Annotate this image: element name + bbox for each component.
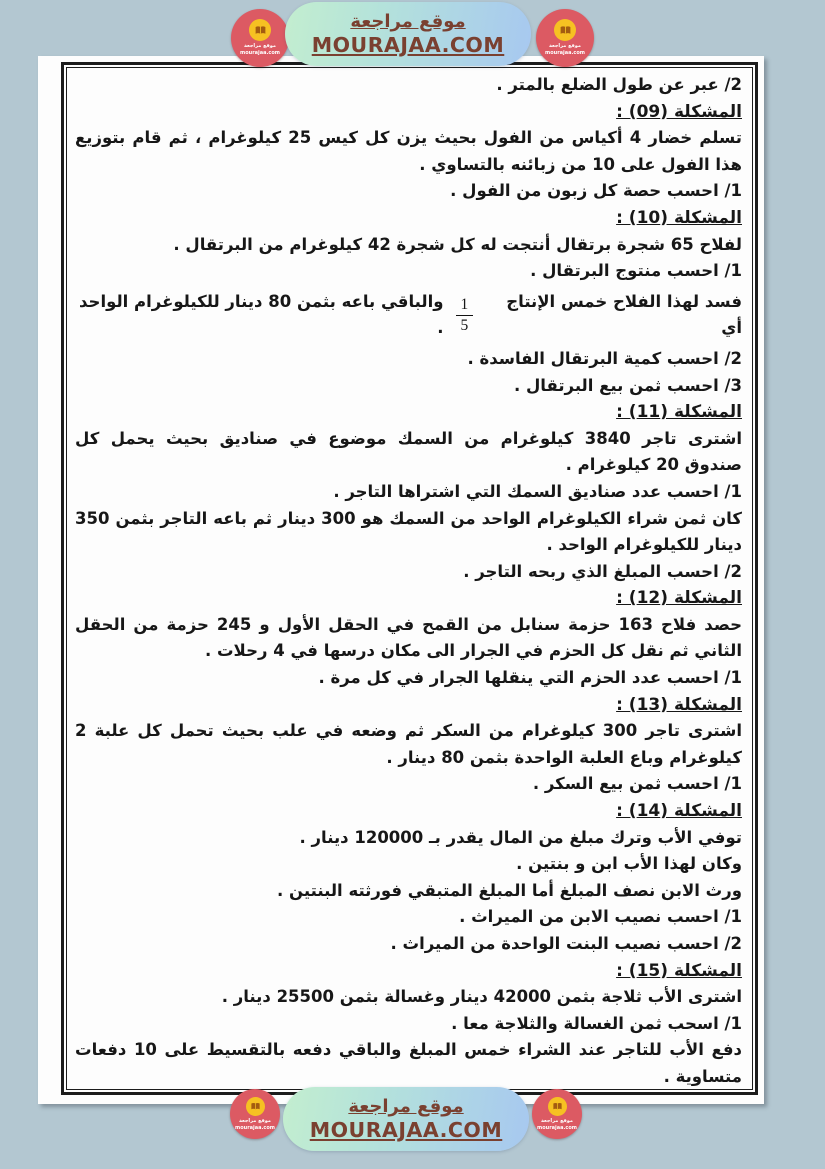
site-logo-badge: [536, 9, 594, 67]
page-frame: [61, 62, 758, 1095]
problem-statement: ورث الابن نصف المبلغ أما المبلغ المتبقي فورثته البنتين .: [277, 880, 742, 900]
worksheet-page: [38, 56, 764, 1104]
problem-statement: 2/ احسب المبلغ الذي ربحه التاجر .: [463, 561, 742, 581]
problem-statement: 1/ احسب ثمن بيع السكر .: [532, 774, 742, 794]
problem-statement: 1/ احسب حصة كل زبون من الفول .: [450, 181, 742, 201]
problem-title: المشكلة (13) :: [616, 694, 742, 715]
document-body: [75, 72, 742, 1090]
problem-title: المشكلة (10) :: [616, 207, 742, 228]
badge-caption: موقع مراجعة mourajaa.com: [536, 1117, 577, 1131]
problem-statement: 2/ احسب نصيب البنت الواحدة من الميراث .: [390, 934, 742, 953]
book-icon: [554, 19, 576, 41]
problem-statement: تسلم خضار 4 أكياس من الفول بحيث يزن كل كيس 25 كيلوغرام ، ثم قام بتوزيع هذا الفول على 10 من زبائنه بالتساوي .: [75, 128, 742, 174]
problem-statement: [75, 285, 742, 346]
site-logo-badge: [231, 9, 289, 67]
site-domain-link[interactable]: MOURAJAA.COM: [311, 32, 505, 57]
fraction-one-fifth: $\frac{1}{5}$: [456, 296, 474, 335]
problem-statement: اشترى تاجر 300 كيلوغرام من السكر ثم وضعه في علب بحيث تحمل كل علبة 2 كيلوغرام وباع العلبة الواحدة بثمن 80 دينار .: [75, 721, 742, 767]
problem-statement: توفي الأب وترك مبلغ من المال يقدر بـ 120000 دينار .: [299, 827, 742, 847]
problem-title: المشكلة (14) :: [616, 801, 742, 822]
problem-statement: حصد فلاح 163 حزمة سنابل من القمح في الحقل الأول و 245 حزمة من الحقل الثاني ثم نقل كل الحزم في الجرار الى مكان درسها في 4 رحلات .: [75, 614, 742, 661]
problem-statement: كان ثمن شراء الكيلوغرام الواحد من السمك هو 300 دينار ثم باعه التاجر بثمن 350 دينار للكيلوغرام الواحد .: [75, 508, 742, 555]
problem-title: المشكلة (09) :: [616, 101, 742, 122]
page-frame-inner: [66, 67, 753, 1090]
problem-statement: 3/ احسب ثمن بيع البرتقال .: [513, 375, 742, 395]
problem-statement: 1/ اسحب ثمن الغسالة والثلاجة معا .: [451, 1013, 742, 1033]
problem-statement: اشترى تاجر 3840 كيلوغرام من السمك موضوع في صناديق بحيث يحمل كل صندوق 20 كيلوغرام .: [75, 428, 742, 475]
book-icon: [548, 1097, 567, 1116]
footer-site-banner[interactable]: [283, 1087, 529, 1151]
problem-title: المشكلة (12) :: [616, 588, 742, 609]
book-icon: [249, 19, 271, 41]
site-logo-badge: [532, 1089, 582, 1139]
problem-title: المشكلة (15) :: [616, 960, 742, 981]
problem-title: المشكلة (11) :: [616, 402, 742, 423]
problem-statement: وكان لهذا الأب ابن و بنتين .: [516, 854, 742, 874]
problem-statement: دفع الأب للتاجر عند الشراء خمس المبلغ والباقي دفعه بالتقسيط على 10 دفعات متساوية .: [75, 1040, 742, 1086]
badge-caption: موقع مراجعة mourajaa.com: [234, 1117, 275, 1131]
fraction-text-before: فسد لهذا الفلاح خمس الإنتاج أي: [506, 291, 742, 338]
site-name-arabic: موقع مراجعة: [348, 1095, 464, 1117]
problem-statement: 2/ احسب كمية البرتقال الفاسدة .: [467, 348, 742, 368]
header-site-banner[interactable]: [285, 2, 531, 66]
badge-caption: موقع مراجعة mourajaa.com: [544, 43, 585, 56]
site-name-arabic: موقع مراجعة: [350, 10, 466, 32]
problem-statement: 1/ احسب عدد صناديق السمك التي اشتراها التاجر .: [333, 481, 742, 501]
site-domain-link[interactable]: MOURAJAA.COM: [309, 1117, 503, 1142]
badge-caption: موقع مراجعة mourajaa.com: [239, 43, 280, 56]
problem-statement: 1/ احسب نصيب الابن من الميراث .: [459, 907, 742, 927]
problem-statement: 1/ احسب عدد الحزم التي ينقلها الجرار في كل مرة .: [318, 668, 742, 688]
book-icon: [246, 1097, 265, 1116]
site-logo-badge: [230, 1089, 280, 1139]
fraction-text-after: والباقي باعه بثمن 80 دينار للكيلوغرام الواحد .: [79, 291, 444, 338]
problem-statement: اشترى الأب ثلاجة بثمن 42000 دينار وغسالة بثمن 25500 دينار .: [221, 987, 742, 1007]
problem-statement: 1/ احسب منتوج البرتقال .: [530, 261, 742, 281]
problem-statement: 2/ عبر عن طول الضلع بالمتر .: [496, 75, 742, 94]
problem-statement: لفلاح 65 شجرة برتقال أنتجت له كل شجرة 42 كيلوغرام من البرتقال .: [173, 234, 742, 254]
